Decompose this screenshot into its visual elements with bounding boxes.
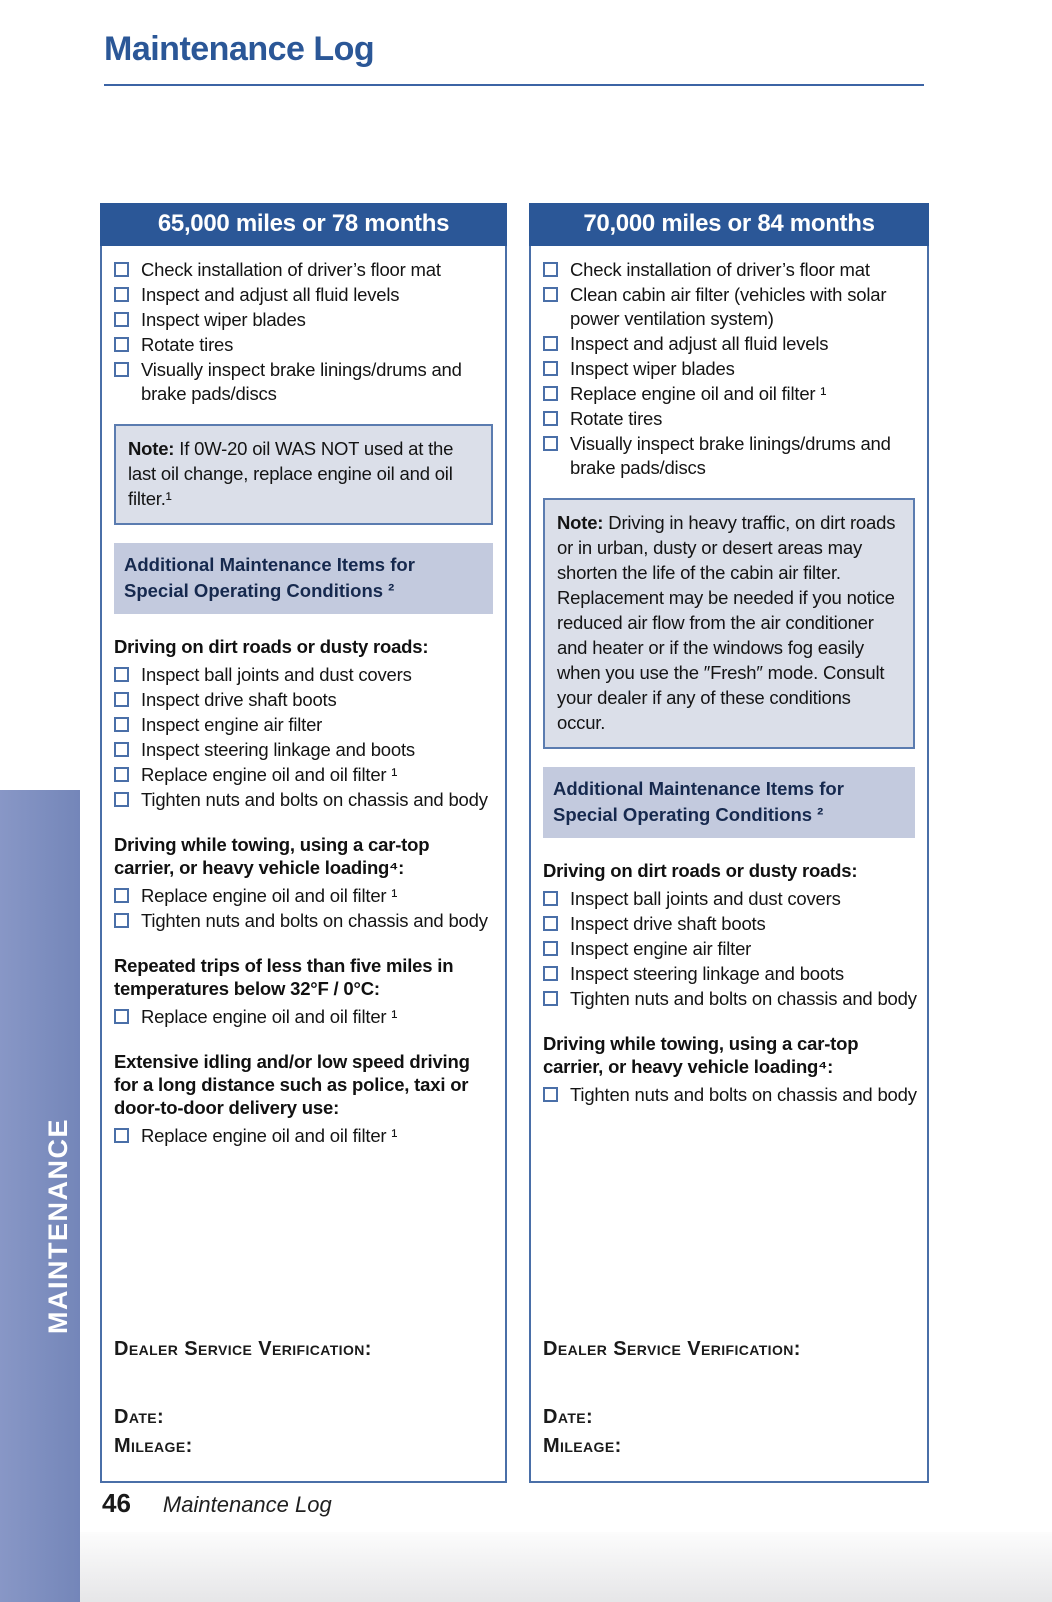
checklist-item <box>112 663 495 687</box>
checkbox-icon[interactable] <box>543 361 558 376</box>
checklist-item <box>112 909 495 933</box>
checklist-item-label: Replace engine oil and oil filter ¹ <box>570 383 827 404</box>
condition-checklist <box>112 884 495 933</box>
condition-checklist <box>541 887 917 1011</box>
condition-heading: Driving on dirt roads or dusty roads: <box>114 636 429 657</box>
checkbox-icon[interactable] <box>543 436 558 451</box>
checklist-item-label: Inspect and adjust all fluid levels <box>570 333 829 354</box>
checklist-item-label: Replace engine oil and oil filter ¹ <box>141 1125 398 1146</box>
checklist-item-label: Clean cabin air filter (vehicles with solar power ventilation system) <box>570 284 887 329</box>
checkbox-icon[interactable] <box>543 262 558 277</box>
checklist-item-label: Check installation of driver’s floor mat <box>141 259 441 280</box>
note-box <box>543 498 915 749</box>
checklist-item-label: Inspect wiper blades <box>141 309 306 330</box>
maintenance-column-70000 <box>529 203 929 1483</box>
checkbox-icon[interactable] <box>114 262 129 277</box>
checklist-item <box>541 407 917 431</box>
column-header-label: 70,000 miles or 84 months <box>583 210 875 237</box>
condition-checklist <box>112 663 495 812</box>
checkbox-icon[interactable] <box>543 411 558 426</box>
page-number: 46 <box>102 1488 131 1518</box>
note-text: If 0W-20 oil WAS NOT used at the last oil change, replace engine oil and oil filter.¹ <box>128 438 454 509</box>
checklist-item-label: Inspect engine air filter <box>570 938 752 959</box>
checklist-item <box>541 887 917 911</box>
checklist-item <box>541 937 917 961</box>
special-condition-section <box>541 859 917 1011</box>
checkbox-icon[interactable] <box>543 966 558 981</box>
checkbox-icon[interactable] <box>114 667 129 682</box>
column-body <box>529 246 929 1483</box>
dealer-service-verification-label: Dealer Service Verification: <box>543 1338 801 1360</box>
date-label: Date: <box>543 1406 594 1428</box>
checklist-item <box>541 912 917 936</box>
checklist-item-label: Visually inspect brake linings/drums and brake pads/discs <box>141 359 462 404</box>
footer-section-title: Maintenance Log <box>162 1492 332 1517</box>
condition-checklist <box>541 1083 917 1107</box>
note-label: Note: <box>128 438 175 459</box>
mileage-label: Mileage: <box>543 1435 622 1457</box>
additional-items-banner <box>543 767 915 838</box>
bottom-gradient <box>0 1532 1052 1602</box>
condition-checklist <box>112 1005 495 1029</box>
checklist-item <box>112 713 495 737</box>
condition-heading: Extensive idling and/or low speed driving for a long distance such as police, taxi or door-to-door delivery use: <box>114 1051 470 1118</box>
additional-items-label: Additional Maintenance Items for Special Operating Conditions ² <box>553 778 844 825</box>
maintenance-checklist <box>541 258 917 481</box>
chapter-tab-label: MAINTENANCE <box>43 1118 73 1334</box>
checklist-item-label: Tighten nuts and bolts on chassis and body <box>141 910 488 931</box>
checklist-item-label: Replace engine oil and oil filter ¹ <box>141 885 398 906</box>
checklist-item-label: Inspect ball joints and dust covers <box>141 664 412 685</box>
checklist-item-label: Rotate tires <box>141 334 234 355</box>
checklist-item <box>112 358 495 406</box>
additional-items-label: Additional Maintenance Items for Special Operating Conditions ² <box>124 554 415 601</box>
special-condition-section <box>112 1050 495 1148</box>
checklist-item <box>541 283 917 331</box>
special-condition-section <box>541 1032 917 1107</box>
checklist-item <box>112 788 495 812</box>
checklist-item <box>112 333 495 357</box>
checklist-item <box>541 1083 917 1107</box>
maintenance-checklist <box>112 258 495 407</box>
checklist-item <box>541 962 917 986</box>
checklist-item <box>112 763 495 787</box>
checkbox-icon[interactable] <box>114 888 129 903</box>
maintenance-columns <box>100 203 929 1483</box>
condition-checklist <box>112 1124 495 1148</box>
checklist-item-label: Inspect wiper blades <box>570 358 735 379</box>
maintenance-column-65000 <box>100 203 507 1483</box>
checkbox-icon[interactable] <box>114 913 129 928</box>
special-condition-section <box>112 833 495 933</box>
checkbox-icon[interactable] <box>543 991 558 1006</box>
checklist-item <box>541 432 917 480</box>
verification-block <box>112 1336 495 1465</box>
condition-heading: Driving while towing, using a car-top carrier, or heavy vehicle loading⁴: <box>114 834 430 878</box>
checkbox-icon[interactable] <box>114 692 129 707</box>
checklist-item-label: Inspect engine air filter <box>141 714 323 735</box>
checklist-item-label: Replace engine oil and oil filter ¹ <box>141 764 398 785</box>
page-footer <box>102 1488 332 1519</box>
checklist-item <box>112 738 495 762</box>
checklist-item-label: Check installation of driver’s floor mat <box>570 259 870 280</box>
checklist-item <box>112 688 495 712</box>
column-header-label: 65,000 miles or 78 months <box>157 210 450 237</box>
checkbox-icon[interactable] <box>114 1128 129 1143</box>
checklist-item <box>541 258 917 282</box>
special-condition-section <box>112 635 495 812</box>
checklist-item-label: Inspect steering linkage and boots <box>141 739 415 760</box>
column-body <box>100 246 507 1483</box>
checkbox-icon[interactable] <box>114 742 129 757</box>
checklist-item <box>541 332 917 356</box>
checklist-item <box>112 884 495 908</box>
checklist-item <box>112 1005 495 1029</box>
checkbox-icon[interactable] <box>114 287 129 302</box>
note-box <box>114 424 493 525</box>
checklist-item-label: Tighten nuts and bolts on chassis and body <box>570 1084 917 1105</box>
checkbox-icon[interactable] <box>114 717 129 732</box>
checklist-item-label: Inspect ball joints and dust covers <box>570 888 841 909</box>
condition-heading: Driving on dirt roads or dusty roads: <box>543 860 858 881</box>
title-underline <box>104 84 924 86</box>
checklist-item-label: Inspect steering linkage and boots <box>570 963 844 984</box>
special-conditions-sections <box>541 838 917 1108</box>
checklist-item-label: Inspect drive shaft boots <box>141 689 337 710</box>
checklist-item <box>541 357 917 381</box>
checkbox-icon[interactable] <box>543 287 558 302</box>
checklist-item <box>541 382 917 406</box>
checklist-item <box>541 987 917 1011</box>
checklist-item-label: Replace engine oil and oil filter ¹ <box>141 1006 398 1027</box>
checkbox-icon[interactable] <box>543 916 558 931</box>
note-label: Note: <box>557 512 604 533</box>
checklist-item-label: Visually inspect brake linings/drums and brake pads/discs <box>570 433 891 478</box>
dealer-service-verification-label: Dealer Service Verification: <box>114 1338 372 1360</box>
checklist-item <box>112 283 495 307</box>
checkbox-icon[interactable] <box>114 767 129 782</box>
checklist-item-label: Tighten nuts and bolts on chassis and body <box>570 988 917 1009</box>
checklist-item-label: Rotate tires <box>570 408 663 429</box>
special-conditions-sections <box>112 614 495 1149</box>
checklist-item-label: Inspect drive shaft boots <box>570 913 766 934</box>
checkbox-icon[interactable] <box>114 312 129 327</box>
date-label: Date: <box>114 1406 165 1428</box>
column-header <box>100 203 507 246</box>
chapter-tab <box>0 790 80 1602</box>
checklist-item <box>112 258 495 282</box>
checklist-item-label: Inspect and adjust all fluid levels <box>141 284 400 305</box>
column-header <box>529 203 929 246</box>
checklist-item <box>112 308 495 332</box>
checkbox-icon[interactable] <box>543 386 558 401</box>
checkbox-icon[interactable] <box>543 941 558 956</box>
additional-items-banner <box>114 543 493 614</box>
page-title: Maintenance Log <box>104 30 375 68</box>
checkbox-icon[interactable] <box>114 1009 129 1024</box>
condition-heading: Driving while towing, using a car-top carrier, or heavy vehicle loading⁴: <box>543 1033 859 1077</box>
checkbox-icon[interactable] <box>114 362 129 377</box>
checklist-item <box>112 1124 495 1148</box>
special-condition-section <box>112 954 495 1029</box>
checkbox-icon[interactable] <box>543 891 558 906</box>
checkbox-icon[interactable] <box>543 336 558 351</box>
checkbox-icon[interactable] <box>114 792 129 807</box>
checklist-item-label: Tighten nuts and bolts on chassis and body <box>141 789 488 810</box>
checkbox-icon[interactable] <box>543 1087 558 1102</box>
verification-block <box>541 1336 917 1465</box>
checkbox-icon[interactable] <box>114 337 129 352</box>
mileage-label: Mileage: <box>114 1435 193 1457</box>
condition-heading: Repeated trips of less than five miles in temperatures below 32°F / 0°C: <box>114 955 454 999</box>
note-text: Driving in heavy traffic, on dirt roads or in urban, dusty or desert areas may shorten the life of the cabin air filter. Replacement may be needed if you notice reduced air flow from the air conditioner and heater or if the windows fog easily when you use the ″Fresh″ mode. Consult your dealer if any of these conditions occur. <box>557 512 896 733</box>
